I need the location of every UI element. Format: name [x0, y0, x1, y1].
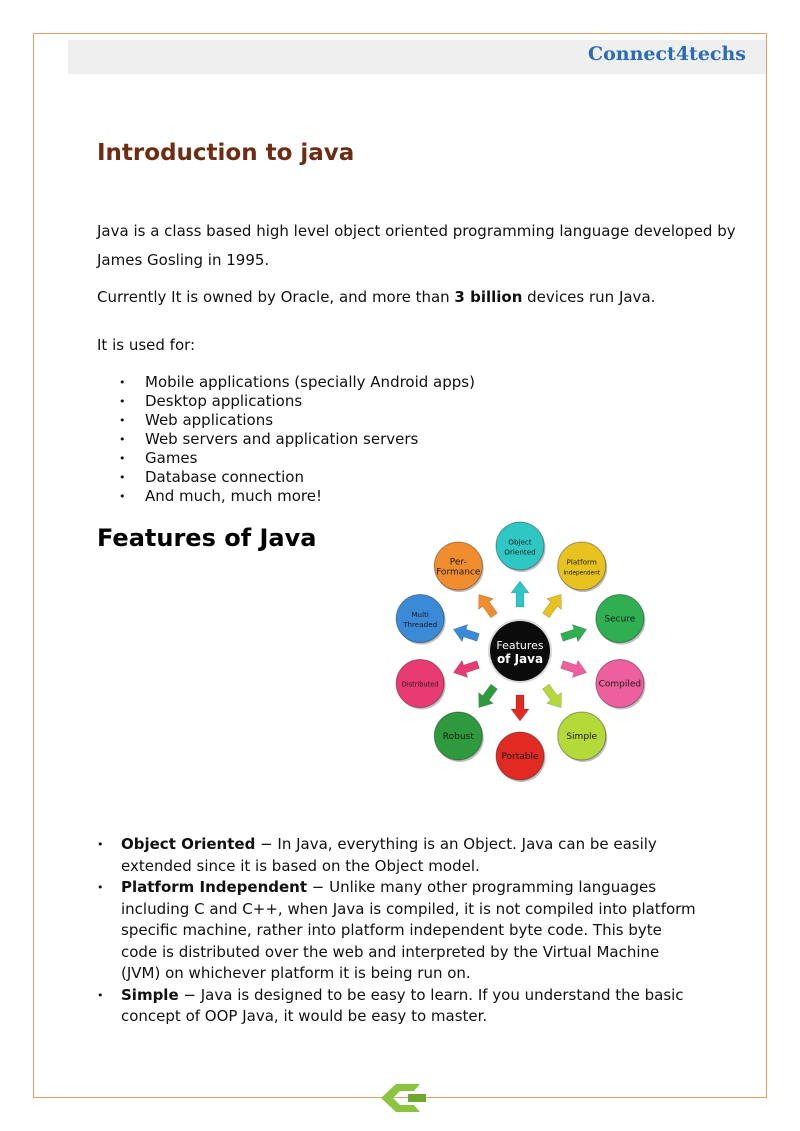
node-label: Threaded — [403, 620, 438, 630]
list-item: • Database connection — [117, 468, 475, 487]
center-label: of Java — [496, 652, 544, 666]
feature-desc: − Unlike many other programming languages including C and C++, when Java is compiled, it is not compiled into platform specific machine, rather into platform independent byte code. This byte code is distributed over the web and interpreted by the Virtual Machine (JVM) on whichever platform it is being run on. — [121, 878, 696, 982]
brand-name: Connect4techs — [587, 43, 746, 65]
device-count: 3 billion — [454, 288, 523, 306]
node-label: Platform — [566, 557, 597, 567]
node-label: Distributed — [401, 680, 439, 689]
node-label: Compiled — [598, 679, 642, 690]
diagram-arrow — [451, 656, 481, 681]
feature-node — [396, 659, 446, 709]
features-list — [97, 834, 697, 1028]
node-label: Simple — [566, 731, 598, 742]
diagram-arrow — [559, 656, 589, 681]
ownership-text: Currently It is owned by Oracle, and more than — [97, 288, 455, 306]
intro-title: Introduction to java — [97, 140, 355, 166]
node-label: Independent — [563, 570, 601, 577]
node-label: Formance — [436, 567, 481, 578]
feature-node — [396, 595, 446, 645]
diagram-arrow — [539, 589, 569, 621]
feature-item — [97, 985, 697, 1028]
list-item: • Desktop applications — [117, 392, 475, 411]
feature-node — [496, 732, 546, 782]
page-header — [68, 40, 766, 74]
feature-node — [596, 659, 646, 709]
diagram-arrow — [472, 681, 502, 713]
uses-intro: It is used for: — [97, 336, 196, 354]
list-item: • Mobile applications (specially Android apps) — [117, 373, 475, 392]
features-title: Features of Java — [97, 524, 317, 552]
c-arrow-logo-icon — [376, 1078, 430, 1118]
diagram-arrow — [559, 621, 589, 646]
features-diagram — [385, 516, 655, 786]
feature-item — [97, 877, 697, 985]
feature-item — [97, 834, 697, 877]
list-item: • Games — [117, 449, 475, 468]
diagram-arrow — [511, 581, 529, 607]
feature-name: Object Oriented — [121, 835, 256, 853]
diagram-arrow — [539, 681, 569, 713]
feature-name: Platform Independent — [121, 878, 308, 896]
diagram-arrow — [472, 589, 502, 621]
ownership-text-end: devices run Java. — [522, 288, 656, 306]
node-label: Oriented — [504, 547, 536, 557]
feature-node — [558, 712, 608, 762]
feature-desc: − Java is designed to be easy to learn. If you understand the basic concept of OOP Java, it would be easy to master. — [121, 985, 684, 1025]
list-item: • Web applications — [117, 411, 475, 430]
diagram-arrow — [511, 695, 529, 721]
feature-node — [496, 522, 546, 572]
node-label: Secure — [604, 614, 636, 625]
feature-desc: − In Java, everything is an Object. Java can be easily extended since it is based on the Object model. — [121, 835, 657, 875]
node-label: Per- — [449, 557, 467, 568]
ownership-paragraph — [97, 283, 737, 312]
list-item: • Web servers and application servers — [117, 430, 475, 449]
feature-node — [434, 712, 484, 762]
feature-node — [596, 595, 646, 645]
node-label: Portable — [501, 752, 539, 762]
uses-list — [117, 373, 475, 506]
node-label: Robust — [442, 731, 474, 742]
diagram-center — [488, 619, 552, 683]
node-label: Multi — [411, 610, 429, 620]
feature-node — [434, 542, 484, 592]
feature-name: Simple — [121, 985, 179, 1004]
intro-paragraph: Java is a class based high level object oriented programming language developed by James Gosling in 1995. — [97, 222, 736, 269]
node-label: Object — [508, 537, 532, 547]
list-item: • And much, much more! — [117, 487, 475, 506]
center-label: Features — [496, 639, 544, 652]
feature-node — [558, 542, 608, 592]
diagram-arrow — [451, 621, 481, 646]
